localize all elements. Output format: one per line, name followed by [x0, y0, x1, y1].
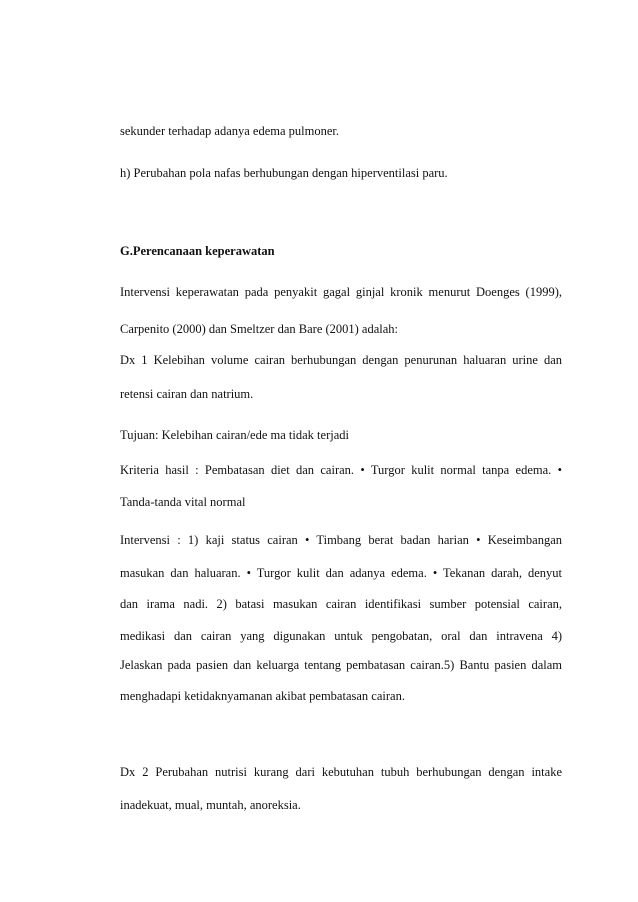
text-line: medikasi dan cairan yang digunakan untuk pengobatan, oral dan intravena 4): [120, 629, 562, 643]
text-line: Carpenito (2000) dan Smeltzer dan Bare (2001) adalah:: [120, 322, 399, 336]
text-line: menghadapi ketidaknyamanan akibat pembatasan cairan.: [120, 689, 405, 703]
text-line: h) Perubahan pola nafas berhubungan dengan hiperventilasi paru.: [120, 166, 448, 180]
text-line: retensi cairan dan natrium.: [120, 387, 254, 401]
text-line: Tanda-tanda vital normal: [120, 495, 246, 509]
text-line: inadekuat, mual, muntah, anoreksia.: [120, 798, 301, 812]
text-line: Jelaskan pada pasien dan keluarga tentang pembatasan cairan.5) Bantu pasien dalam: [120, 658, 562, 672]
text-line: Intervensi : 1) kaji status cairan • Timbang berat badan harian • Keseimbangan: [120, 533, 562, 547]
text-line: Intervensi keperawatan pada penyakit gagal ginjal kronik menurut Doenges (1999),: [120, 285, 562, 299]
section-heading: G.Perencanaan keperawatan: [120, 244, 275, 258]
text-line: Tujuan: Kelebihan cairan/ede ma tidak terjadi: [120, 428, 349, 442]
text-line: dan irama nadi. 2) batasi masukan cairan identifikasi sumber potensial cairan,: [120, 597, 562, 611]
text-line: sekunder terhadap adanya edema pulmoner.: [120, 124, 340, 138]
text-line: Dx 1 Kelebihan volume cairan berhubungan dengan penurunan haluaran urine dan: [120, 353, 562, 367]
text-line: Dx 2 Perubahan nutrisi kurang dari kebutuhan tubuh berhubungan dengan intake: [120, 765, 562, 779]
text-line: Kriteria hasil : Pembatasan diet dan cairan. • Turgor kulit normal tanpa edema. •: [120, 463, 562, 477]
text-line: masukan dan haluaran. • Turgor kulit dan adanya edema. • Tekanan darah, denyut: [120, 566, 562, 580]
